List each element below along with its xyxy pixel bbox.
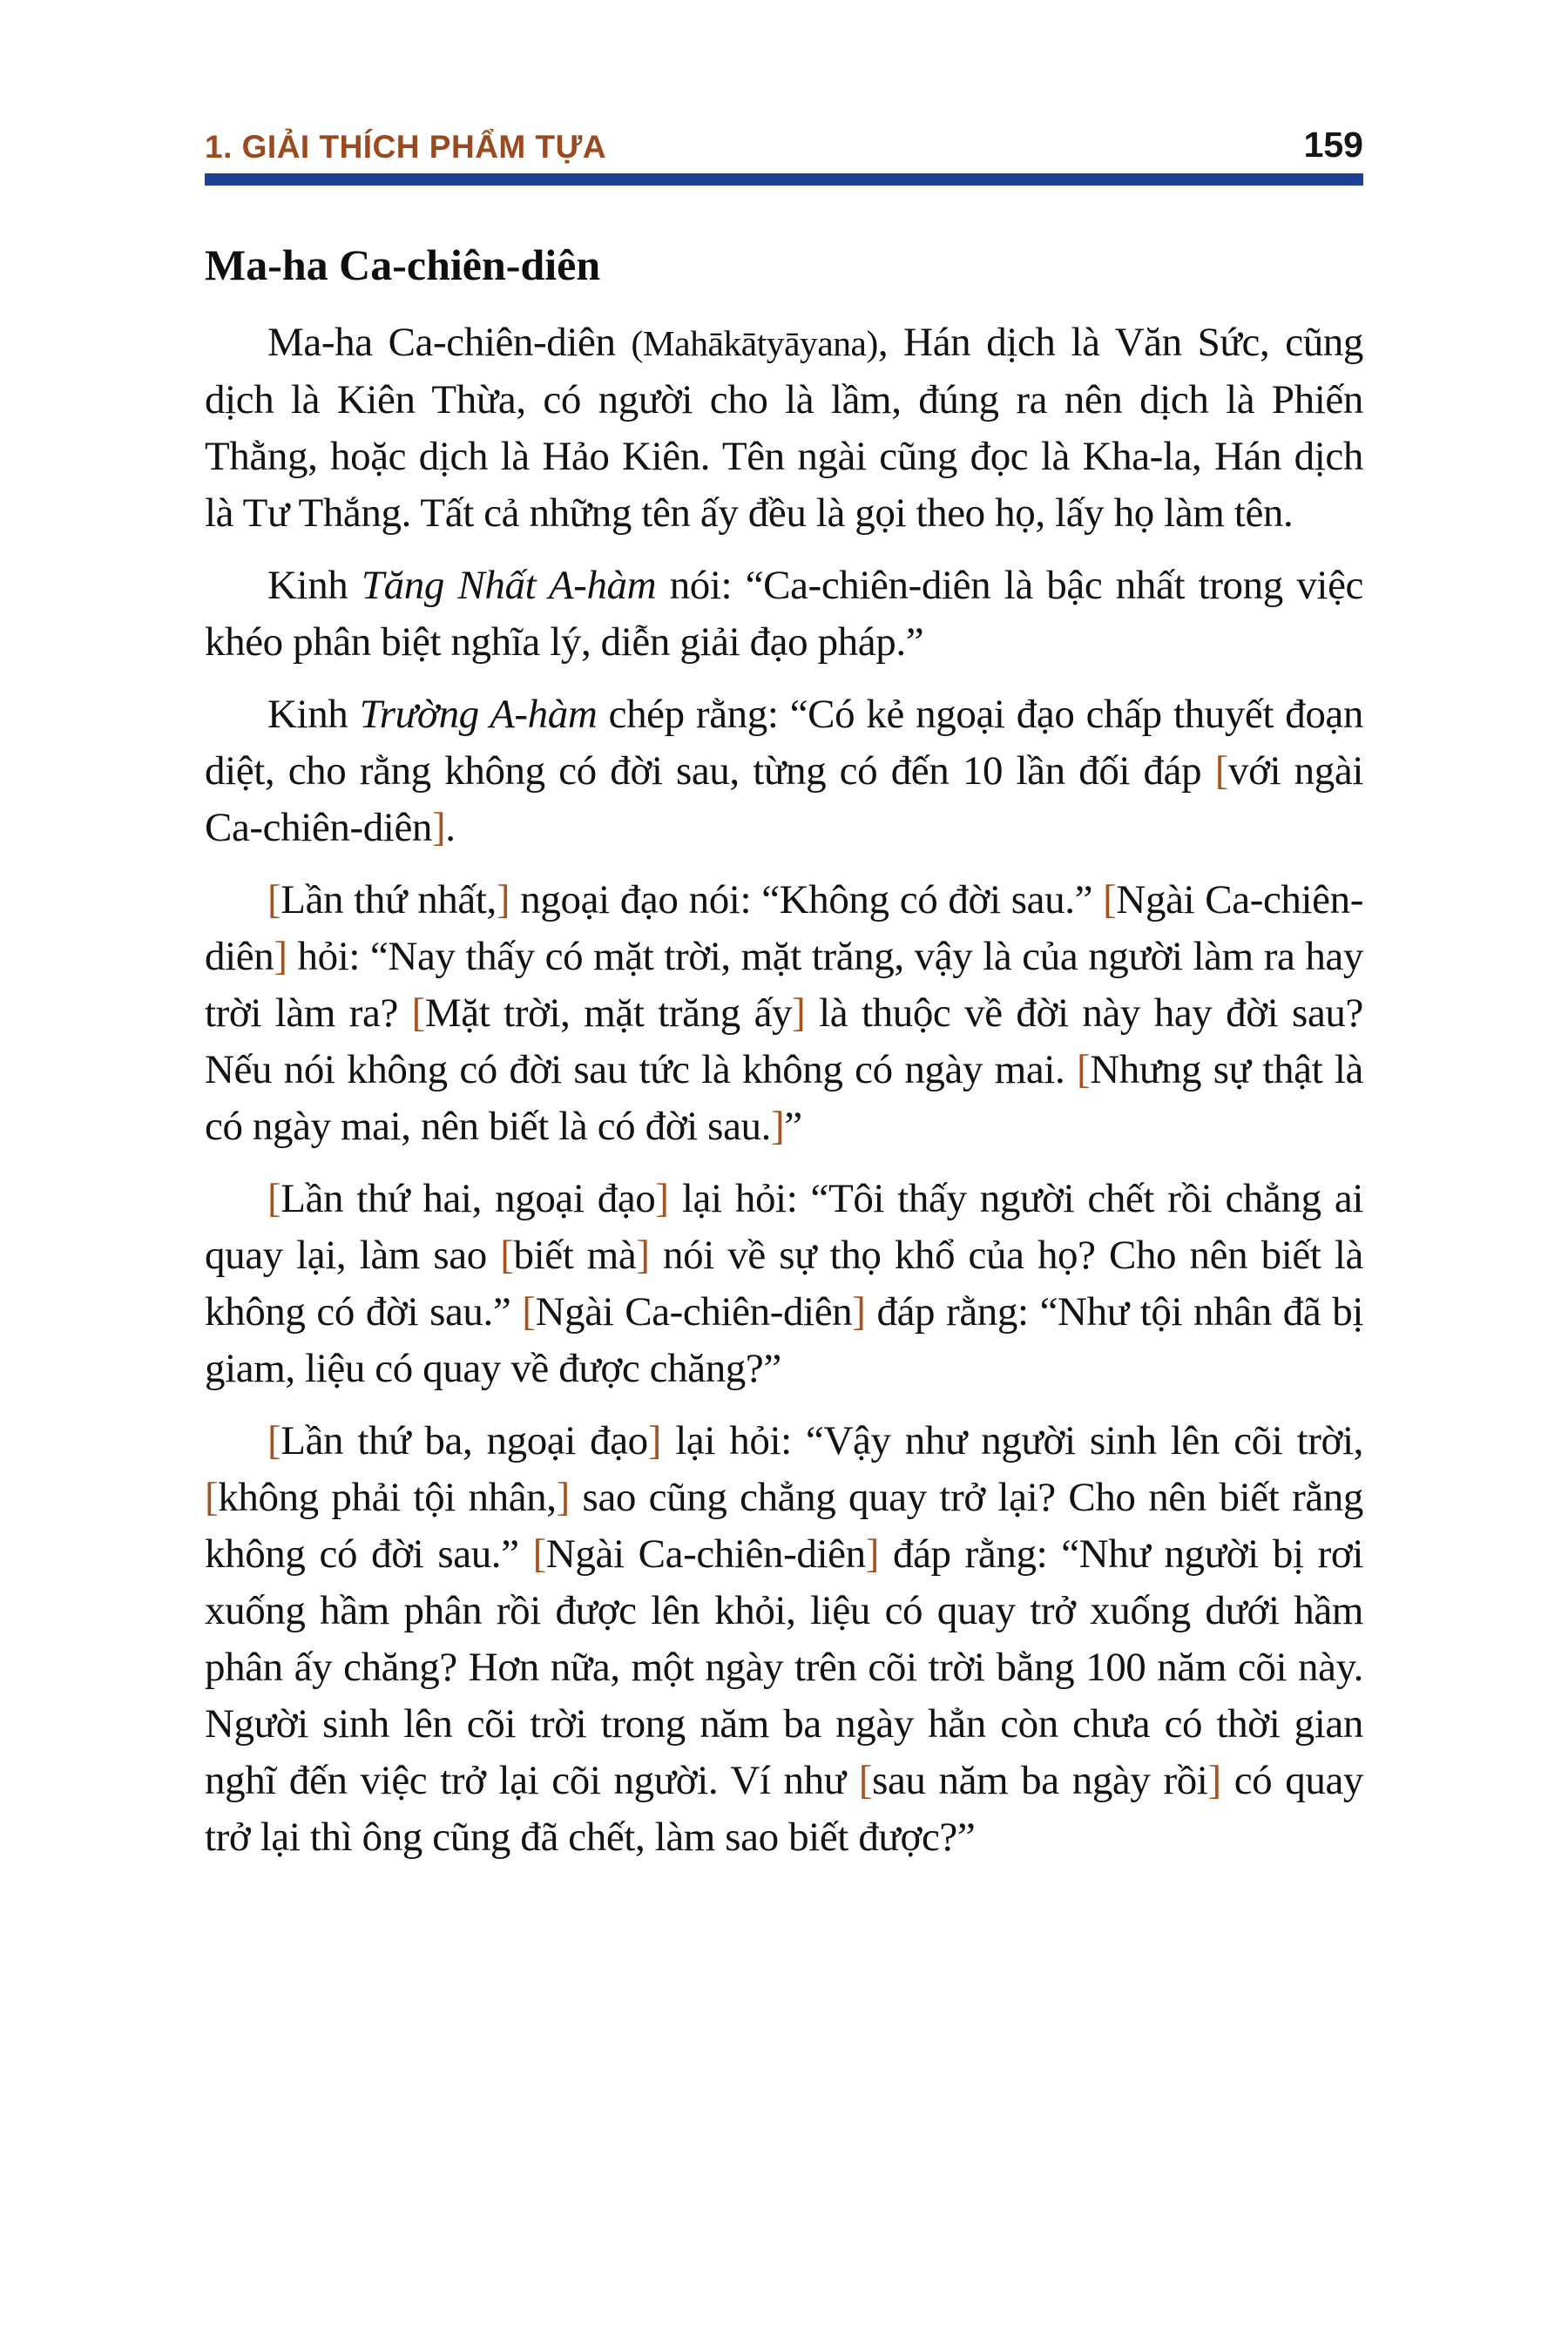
- text-run: Lần thứ nhất,: [280, 877, 497, 923]
- italic-run: Trường A-hàm: [359, 692, 598, 737]
- bracket-mark: ]: [647, 1418, 662, 1463]
- bracket-mark: ]: [1207, 1758, 1221, 1803]
- text-run: Lần thứ ba, ngoại đạo: [280, 1418, 648, 1463]
- text-run: sao cũng chẳng quay trở lại? Cho nên biết rằng không có đời sau.”: [205, 1475, 1363, 1577]
- text-run: là thuộc về đời này hay đời sau? Nếu nói không có đời sau tức là không có ngày mai.: [205, 990, 1363, 1092]
- text-run: Ngài Ca-chiên-diên: [545, 1531, 866, 1577]
- page-content: [205, 0, 1363, 1882]
- header-rule: [205, 173, 1363, 186]
- paragraph: [205, 558, 1363, 671]
- text-run: Kinh: [267, 692, 360, 737]
- text-run: Kinh: [267, 563, 362, 608]
- text-run: .: [445, 805, 456, 850]
- bracket-mark: [: [1103, 877, 1117, 923]
- bracket-mark: [: [858, 1758, 873, 1803]
- text-run: , Hán dịch là Văn Sức, cũng dịch là Kiên Thừa, có người cho là lầm, đúng ra nên dịch là Phiến Thằng, hoặc dịch là Hảo Kiên. Tên ngài cũng đọc là Kha-la, Hán dịch là Tư Thắng. Tất cả những tên ấy đều là gọi theo họ, lấy họ làm tên.: [205, 320, 1363, 536]
- bracket-mark: [: [205, 1475, 219, 1520]
- bracket-mark: [: [522, 1289, 536, 1335]
- bracket-mark: ]: [556, 1475, 570, 1520]
- text-run: lại hỏi: “Vậy như người sinh lên cõi trời,: [661, 1418, 1363, 1463]
- paragraph: [205, 872, 1363, 1155]
- paragraph: [205, 1171, 1363, 1397]
- text-run: hỏi: “Nay thấy có mặt trời, mặt trăng, vậy là của người làm ra hay trời làm ra?: [205, 934, 1363, 1036]
- italic-run: Tăng Nhất A-hàm: [361, 563, 657, 608]
- bracket-mark: [: [500, 1233, 514, 1278]
- text-run: biết mà: [513, 1233, 637, 1278]
- text-run: Mặt trời, mặt trăng ấy: [424, 990, 793, 1036]
- text-run: nói: “Ca-chiên-diên là bậc nhất trong việc khéo phân biệt nghĩa lý, diễn giải đạo pháp.”: [205, 563, 1363, 665]
- text-run: Ma-ha Ca-chiên-diên: [267, 320, 632, 365]
- bracket-mark: [: [267, 1176, 281, 1221]
- text-run: ”: [784, 1104, 802, 1149]
- text-run: nói về sự thọ khổ của họ? Cho nên biết là không có đời sau.”: [205, 1233, 1363, 1335]
- text-run: với ngài Ca-chiên-diên: [205, 748, 1363, 850]
- text-run: chép rằng: “Có kẻ ngoại đạo chấp thuyết đoạn diệt, cho rằng không có đời sau, từng có đến 10 lần đối đáp: [205, 692, 1363, 794]
- text-run: có quay trở lại thì ông cũng đã chết, làm sao biết được?”: [205, 1758, 1364, 1860]
- running-header-title: 1. GIẢI THÍCH PHẨM TỰA: [205, 129, 607, 165]
- body-text: [205, 314, 1363, 1866]
- sanskrit-name: (Mahākātyāyana): [631, 323, 878, 363]
- text-run: ngoại đạo nói: “Không có đời sau.”: [510, 877, 1104, 923]
- bracket-mark: ]: [432, 805, 446, 850]
- bracket-mark: [: [532, 1531, 546, 1577]
- running-header: [205, 125, 1363, 166]
- bracket-mark: [: [1214, 748, 1228, 794]
- paragraph: [205, 686, 1363, 856]
- bracket-mark: [: [267, 877, 281, 923]
- page-number: 159: [1303, 125, 1363, 165]
- bracket-mark: ]: [770, 1104, 785, 1149]
- bracket-mark: ]: [496, 877, 510, 923]
- text-run: sau năm ba ngày rồi: [872, 1758, 1208, 1803]
- bracket-mark: ]: [852, 1289, 866, 1335]
- text-run: đáp rằng: “Như tội nhân đã bị giam, liệu có quay về được chăng?”: [205, 1289, 1364, 1391]
- bracket-mark: ]: [636, 1233, 650, 1278]
- paragraph: [205, 1413, 1363, 1866]
- text-run: đáp rằng: “Như người bị rơi xuống hầm phân rồi được lên khỏi, liệu có quay trở xuống dưới hầm phân ấy chăng? Hơn nữa, một ngày trên cõi trời bằng 100 năm cõi này. Người sinh lên cõi trời trong năm ba ngày hẳn còn chưa có thời gian nghĩ đến việc trở lại cõi người. Ví như: [205, 1531, 1363, 1803]
- bracket-mark: ]: [792, 990, 806, 1036]
- bracket-mark: ]: [274, 934, 287, 979]
- bracket-mark: [: [411, 990, 425, 1036]
- text-run: lại hỏi: “Tôi thấy người chết rồi chẳng ai quay lại, làm sao: [205, 1176, 1363, 1278]
- bracket-mark: ]: [865, 1531, 879, 1577]
- text-run: không phải tội nhân,: [218, 1475, 557, 1520]
- paragraph: [205, 314, 1363, 542]
- text-run: Nhưng sự thật là có ngày mai, nên biết là có đời sau.: [205, 1047, 1363, 1149]
- bracket-mark: [: [267, 1418, 281, 1463]
- bracket-mark: [: [1076, 1047, 1091, 1092]
- bracket-mark: ]: [655, 1176, 669, 1221]
- text-run: Ngài Ca-chiên-diên: [535, 1289, 853, 1335]
- section-title: Ma-ha Ca-chiên-diên: [205, 240, 601, 289]
- text-run: Lần thứ hai, ngoại đạo: [280, 1176, 656, 1221]
- text-run: Ngài Ca-chiên-diên: [205, 877, 1363, 979]
